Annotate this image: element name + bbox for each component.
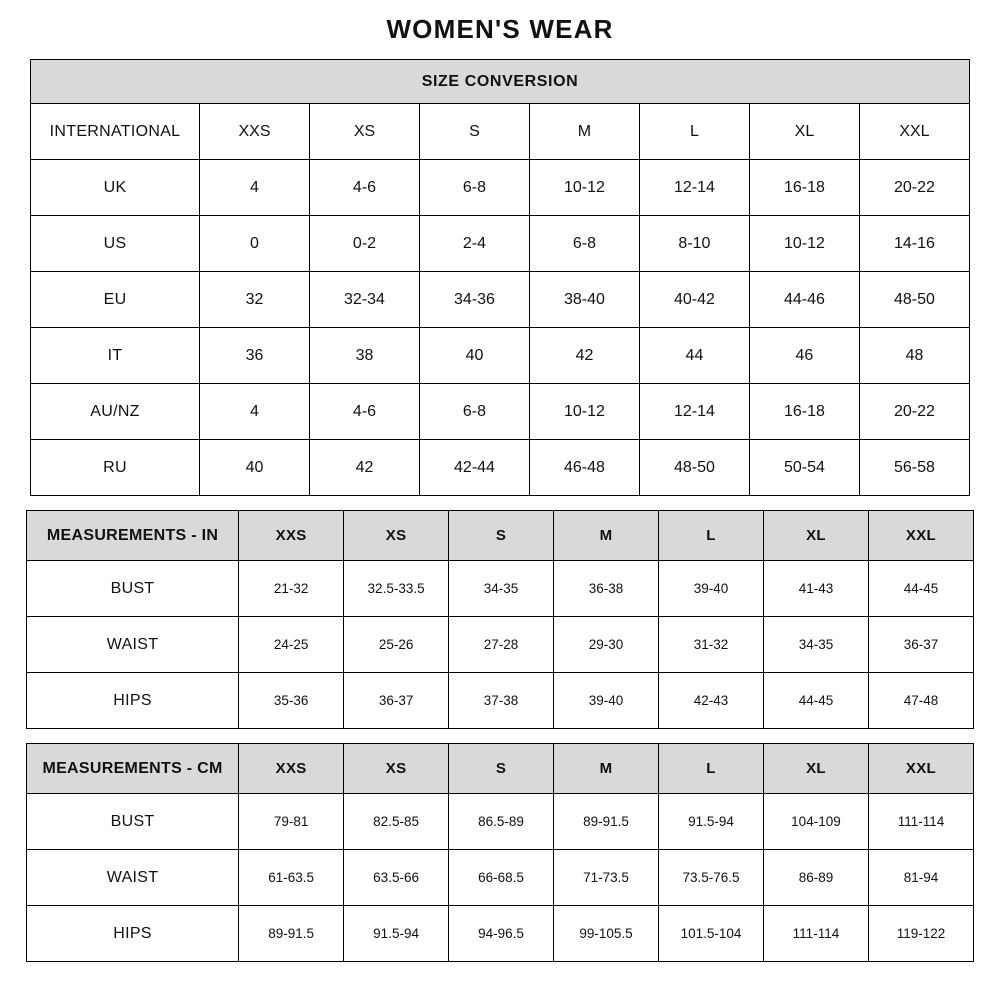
- table-header-row: [27, 511, 974, 561]
- value-cell: 86-89: [763, 850, 868, 906]
- value-cell: 42-43: [659, 673, 764, 729]
- value-cell: 47-48: [868, 673, 973, 729]
- value-cell: 24-25: [239, 617, 344, 673]
- value-cell: 56-58: [859, 440, 969, 496]
- value-cell: 42: [310, 440, 420, 496]
- size-header-cell: S: [449, 511, 554, 561]
- value-cell: 50-54: [749, 440, 859, 496]
- size-header-cell: M: [529, 104, 639, 160]
- value-cell: 4-6: [310, 384, 420, 440]
- value-cell: 39-40: [554, 673, 659, 729]
- value-cell: 29-30: [554, 617, 659, 673]
- value-cell: 91.5-94: [344, 906, 449, 962]
- value-cell: 44-46: [749, 272, 859, 328]
- value-cell: 36-37: [344, 673, 449, 729]
- table-title-banner: SIZE CONVERSION: [31, 60, 970, 104]
- value-cell: 101.5-104: [659, 906, 764, 962]
- value-cell: 111-114: [868, 794, 973, 850]
- value-cell: 0-2: [310, 216, 420, 272]
- value-cell: 32: [200, 272, 310, 328]
- value-cell: 32.5-33.5: [344, 561, 449, 617]
- value-cell: 16-18: [749, 160, 859, 216]
- value-cell: 36-37: [868, 617, 973, 673]
- value-cell: 10-12: [529, 160, 639, 216]
- size-header-cell: S: [449, 744, 554, 794]
- value-cell: 37-38: [449, 673, 554, 729]
- value-cell: 12-14: [639, 160, 749, 216]
- table-row: [27, 673, 974, 729]
- row-label-cell: AU/NZ: [31, 384, 200, 440]
- size-header-cell: L: [659, 511, 764, 561]
- value-cell: 91.5-94: [659, 794, 764, 850]
- size-header-cell: XL: [749, 104, 859, 160]
- row-label-cell: HIPS: [27, 906, 239, 962]
- row-label-cell: IT: [31, 328, 200, 384]
- value-cell: 44-45: [868, 561, 973, 617]
- value-cell: 40: [419, 328, 529, 384]
- value-cell: 25-26: [344, 617, 449, 673]
- row-label-cell: BUST: [27, 561, 239, 617]
- measurements-cm-table: [26, 743, 974, 962]
- size-header-cell: XXL: [859, 104, 969, 160]
- table-row: [31, 160, 970, 216]
- value-cell: 44-45: [763, 673, 868, 729]
- row-label-cell: UK: [31, 160, 200, 216]
- row-label-cell: EU: [31, 272, 200, 328]
- page-title: WOMEN'S WEAR: [386, 14, 614, 44]
- value-cell: 36: [200, 328, 310, 384]
- value-cell: 66-68.5: [449, 850, 554, 906]
- row-label-cell: US: [31, 216, 200, 272]
- value-cell: 6-8: [419, 384, 529, 440]
- value-cell: 40: [200, 440, 310, 496]
- value-cell: 40-42: [639, 272, 749, 328]
- size-header-cell: XXL: [868, 511, 973, 561]
- value-cell: 46-48: [529, 440, 639, 496]
- value-cell: 61-63.5: [239, 850, 344, 906]
- value-cell: 42: [529, 328, 639, 384]
- value-cell: 32-34: [310, 272, 420, 328]
- measurements-in-table: [26, 510, 974, 729]
- size-header-cell: XS: [344, 511, 449, 561]
- value-cell: 41-43: [763, 561, 868, 617]
- size-header-cell: XXL: [868, 744, 973, 794]
- value-cell: 71-73.5: [554, 850, 659, 906]
- size-header-cell: S: [419, 104, 529, 160]
- table-row: [31, 272, 970, 328]
- table-title-cell: MEASUREMENTS - IN: [27, 511, 239, 561]
- row-label-cell: WAIST: [27, 850, 239, 906]
- table-row: [31, 216, 970, 272]
- value-cell: 48-50: [859, 272, 969, 328]
- value-cell: 79-81: [239, 794, 344, 850]
- value-cell: 48: [859, 328, 969, 384]
- size-header-cell: XL: [763, 511, 868, 561]
- value-cell: 42-44: [419, 440, 529, 496]
- size-header-cell: XXS: [200, 104, 310, 160]
- value-cell: 8-10: [639, 216, 749, 272]
- value-cell: 44: [639, 328, 749, 384]
- table-row: [31, 328, 970, 384]
- value-cell: 27-28: [449, 617, 554, 673]
- value-cell: 6-8: [419, 160, 529, 216]
- value-cell: 36-38: [554, 561, 659, 617]
- table-title-cell: MEASUREMENTS - CM: [27, 744, 239, 794]
- row-label-cell: HIPS: [27, 673, 239, 729]
- size-header-cell: XS: [344, 744, 449, 794]
- value-cell: 21-32: [239, 561, 344, 617]
- value-cell: 63.5-66: [344, 850, 449, 906]
- value-cell: 20-22: [859, 384, 969, 440]
- value-cell: 31-32: [659, 617, 764, 673]
- value-cell: 99-105.5: [554, 906, 659, 962]
- value-cell: 35-36: [239, 673, 344, 729]
- value-cell: 16-18: [749, 384, 859, 440]
- value-cell: 4: [200, 160, 310, 216]
- value-cell: 89-91.5: [239, 906, 344, 962]
- value-cell: 4-6: [310, 160, 420, 216]
- table-row: [31, 384, 970, 440]
- size-header-cell: M: [554, 744, 659, 794]
- value-cell: 0: [200, 216, 310, 272]
- value-cell: 34-35: [763, 617, 868, 673]
- value-cell: 39-40: [659, 561, 764, 617]
- value-cell: 6-8: [529, 216, 639, 272]
- value-cell: 4: [200, 384, 310, 440]
- size-header-cell: XS: [310, 104, 420, 160]
- row-label-cell: INTERNATIONAL: [31, 104, 200, 160]
- size-conversion-table: [30, 59, 970, 496]
- table-row: [27, 617, 974, 673]
- size-header-cell: L: [639, 104, 749, 160]
- value-cell: 46: [749, 328, 859, 384]
- size-header-cell: M: [554, 511, 659, 561]
- value-cell: 10-12: [749, 216, 859, 272]
- table-row: [27, 850, 974, 906]
- value-cell: 104-109: [763, 794, 868, 850]
- value-cell: 14-16: [859, 216, 969, 272]
- row-label-cell: RU: [31, 440, 200, 496]
- size-header-cell: XXS: [239, 744, 344, 794]
- value-cell: 38: [310, 328, 420, 384]
- value-cell: 10-12: [529, 384, 639, 440]
- value-cell: 34-35: [449, 561, 554, 617]
- value-cell: 73.5-76.5: [659, 850, 764, 906]
- table-row: [31, 440, 970, 496]
- value-cell: 48-50: [639, 440, 749, 496]
- row-label-cell: WAIST: [27, 617, 239, 673]
- value-cell: 89-91.5: [554, 794, 659, 850]
- tables-container: [26, 59, 974, 962]
- value-cell: 2-4: [419, 216, 529, 272]
- value-cell: 94-96.5: [449, 906, 554, 962]
- value-cell: 34-36: [419, 272, 529, 328]
- size-header-cell: XL: [763, 744, 868, 794]
- value-cell: 81-94: [868, 850, 973, 906]
- size-header-cell: L: [659, 744, 764, 794]
- value-cell: 12-14: [639, 384, 749, 440]
- row-label-cell: BUST: [27, 794, 239, 850]
- table-header-row: [27, 744, 974, 794]
- value-cell: 111-114: [763, 906, 868, 962]
- value-cell: 82.5-85: [344, 794, 449, 850]
- value-cell: 86.5-89: [449, 794, 554, 850]
- value-cell: 20-22: [859, 160, 969, 216]
- value-cell: 38-40: [529, 272, 639, 328]
- table-row: [27, 561, 974, 617]
- table-row: [27, 906, 974, 962]
- value-cell: 119-122: [868, 906, 973, 962]
- table-row: [27, 794, 974, 850]
- table-row: [31, 104, 970, 160]
- size-header-cell: XXS: [239, 511, 344, 561]
